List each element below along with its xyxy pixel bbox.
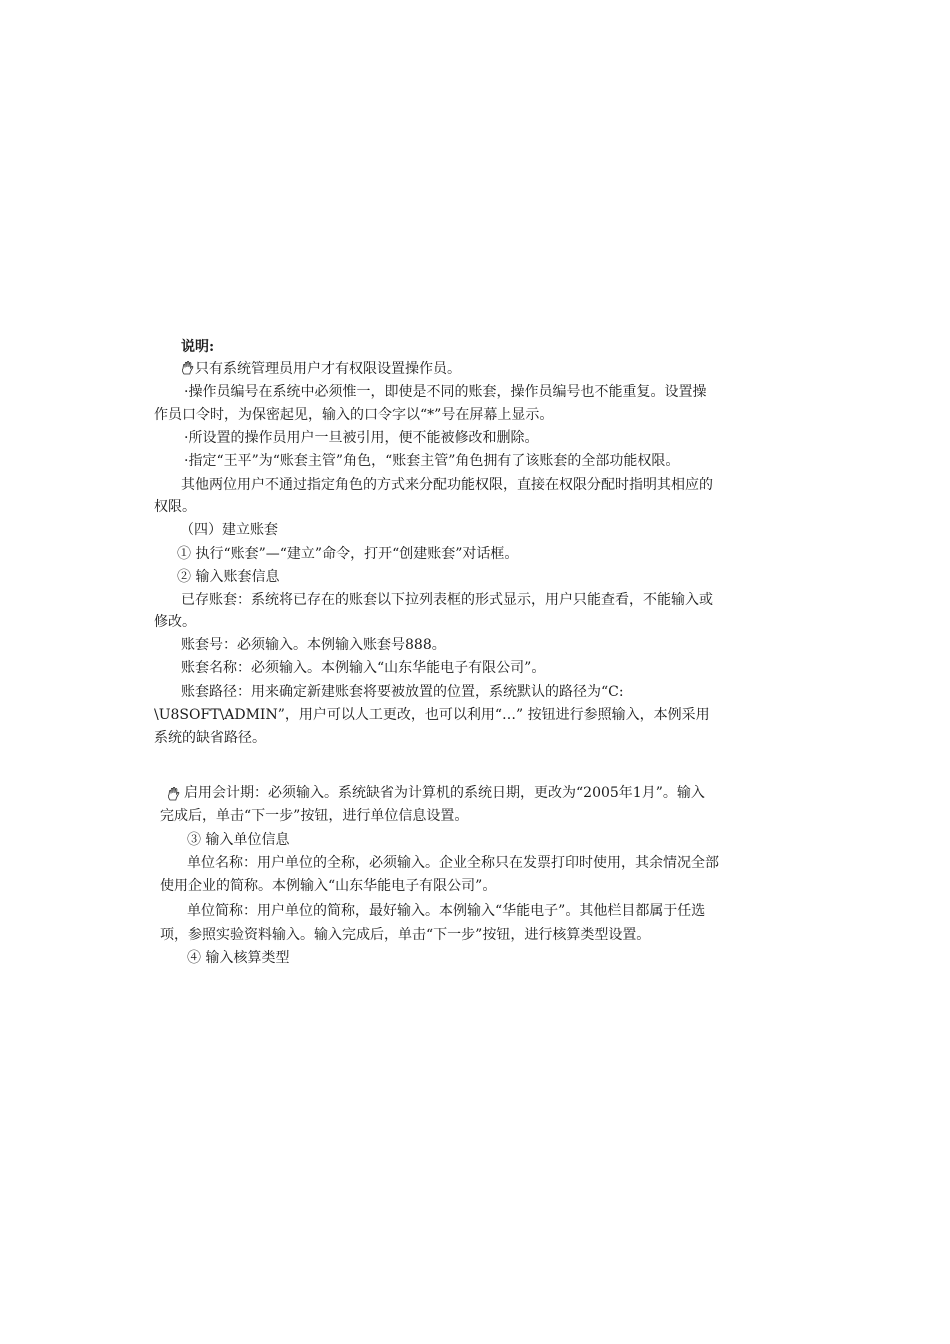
account-path-line3: 系统的缺省路径。 [154,730,266,746]
unit-abbr-line2: 项，参照实验资料输入。输入完成后，单击“下一步”按钮，进行核算类型设置。 [160,927,651,943]
step-3: ③ 输入单位信息 [187,832,290,848]
hand-pointer-icon [181,361,194,375]
bullet-operator-referenced: ·所设置的操作员用户一旦被引用，便不能被修改和删除。 [184,430,539,446]
section-heading-create-account: （四）建立账套 [180,522,278,538]
unit-name-line2: 使用企业的简称。本例输入“山东华能电子有限公司”。 [160,878,497,894]
unit-name-line1: 单位名称：用户单位的全称，必须输入。企业全称只在发票打印时使用，其余情况全部 [187,855,719,871]
step-2: ② 输入账套信息 [177,569,280,585]
note-heading: 说明: [181,339,215,355]
note-hand-text: 只有系统管理员用户才有权限设置操作员。 [195,361,461,377]
step-4: ④ 输入核算类型 [187,950,290,966]
account-number-text: 账套号：必须输入。本例输入账套号888。 [181,637,446,653]
bullet-operator-id-line1: ·操作员编号在系统中必须惟一，即使是不同的账套，操作员编号也不能重复。设置操 [184,384,707,400]
note-paragraph-line2: 权限。 [154,499,196,515]
account-name-text: 账套名称：必须输入。本例输入“山东华能电子有限公司”。 [181,660,546,676]
start-period-text: 启用会计期：必须输入。系统缺省为计算机的系统日期，更改为“2005年1月”。输入 [184,785,705,801]
step-1: ① 执行“账套”—“建立”命令，打开“创建账套”对话框。 [177,546,519,562]
account-path-line2: \U8SOFT\ADMIN”，用户可以人工更改，也可以利用“…” 按钮进行参照输入，本例采用 [154,707,710,723]
note-hand-line [181,360,461,378]
hand-pointer-icon [167,787,180,801]
existing-account-line2: 修改。 [154,614,196,630]
bullet-account-manager: ·指定“王平”为“账套主管”角色，“账套主管”角色拥有了该账套的全部功能权限。 [184,453,680,469]
account-path-line1: 账套路径：用来确定新建账套将要被放置的位置，系统默认的路径为“C: [181,684,624,700]
note-paragraph-line1: 其他两位用户不通过指定角色的方式来分配功能权限，直接在权限分配时指明其相应的 [181,477,713,493]
start-period-line1 [167,784,705,802]
existing-account-line1: 已存账套：系统将已存在的账套以下拉列表框的形式显示，用户只能查看，不能输入或 [181,592,713,608]
unit-abbr-line1: 单位简称：用户单位的简称，最好输入。本例输入“华能电子”。其他栏目都属于任选 [187,903,706,919]
bullet-operator-id-line2: 作员口令时，为保密起见，输入的口令字以“*”号在屏幕上显示。 [154,407,554,423]
start-period-line2: 完成后，单击“下一步”按钮，进行单位信息设置。 [160,808,469,824]
